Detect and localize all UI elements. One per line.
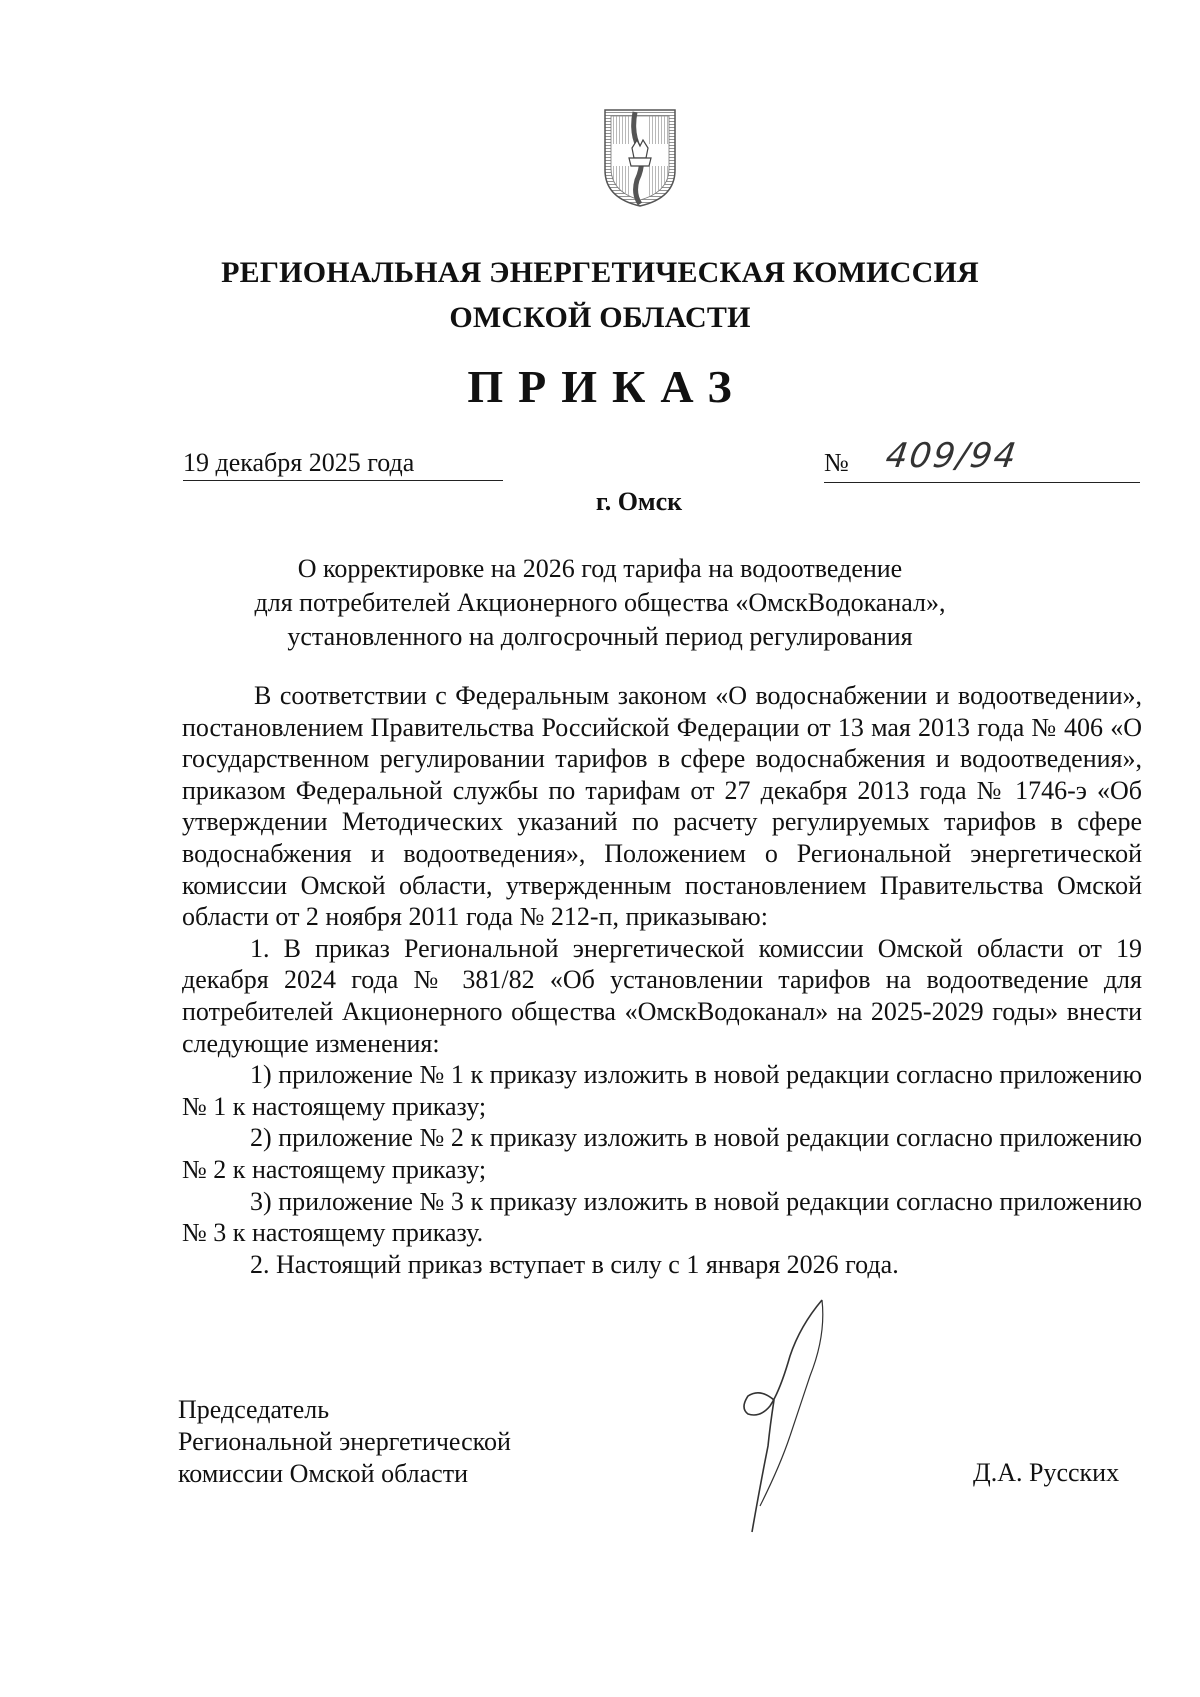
- signatory-name: Д.А. Русских: [973, 1458, 1120, 1487]
- signatory-position-line: Председатель: [178, 1395, 330, 1424]
- preamble-paragraph: В соответствии с Федеральным законом «О водоснабжении и водоотведении», постановлением Правительства Российской Федерации от 13 мая 2013 года № 406 «О государственном регулировании тарифов в сфере водоснабжения и водоотведения», приказом Федеральной службы по тарифам от 27 декабря 2013 года № 1746-э «Об утверждении Методических указаний по расчету регулируемых тарифов в сфере водоснабжения и водоотведения», Положением о Региональной энергетической комиссии Омской области, утвержденным постановлением Правительства Омской области от 2 ноября 2011 года № 212-п, приказываю:: [182, 681, 1142, 932]
- order-subitem-1: 1) приложение № 1 к приказу изложить в новой редакции согласно приложению № 1 к настоящему приказу;: [182, 1060, 1142, 1121]
- signatory-position: [178, 1394, 511, 1490]
- subject-line: установленного на долгосрочный период регулирования: [287, 622, 913, 651]
- document-number-handwritten: 409/94: [883, 436, 1021, 476]
- order-subitem-2: 2) приложение № 2 к приказу изложить в новой редакции согласно приложению № 2 к настоящему приказу;: [182, 1123, 1142, 1184]
- document-type-title: ПРИКАЗ: [467, 361, 747, 412]
- coat-of-arms-icon: [603, 108, 677, 208]
- subject-line: О корректировке на 2026 год тарифа на водоотведение: [297, 554, 903, 583]
- order-item-1: 1. В приказ Региональной энергетической комиссии Омской области от 19 декабря 2024 года № 381/82 «Об установлении тарифов на водоотведение для потребителей Акционерного общества «ОмскВодоканал» на 2025-2029 годы» внести следующие изменения:: [182, 933, 1142, 1058]
- handwritten-signature: [730, 1296, 860, 1536]
- organization-name-line2: ОМСКОЙ ОБЛАСТИ: [449, 301, 751, 334]
- document-date: 19 декабря 2025 года: [183, 448, 503, 481]
- order-subitem-3: 3) приложение № 3 к приказу изложить в новой редакции согласно приложению № 3 к настоящему приказу.: [182, 1186, 1142, 1248]
- document-subject: [0, 552, 1200, 654]
- subject-line: для потребителей Акционерного общества «ОмскВодоканал»,: [254, 588, 946, 617]
- document-number-underline: [824, 482, 1140, 483]
- signatory-position-line: Региональной энергетической: [178, 1427, 511, 1456]
- document-number-label: №: [824, 448, 849, 477]
- document-city: г. Омск: [595, 487, 683, 516]
- document-body: [182, 680, 1142, 1280]
- order-item-2: 2. Настоящий приказ вступает в силу с 1 января 2026 года.: [250, 1249, 899, 1279]
- organization-name-line1: РЕГИОНАЛЬНАЯ ЭНЕРГЕТИЧЕСКАЯ КОМИССИЯ: [221, 256, 979, 289]
- signatory-position-line: комиссии Омской области: [178, 1459, 468, 1488]
